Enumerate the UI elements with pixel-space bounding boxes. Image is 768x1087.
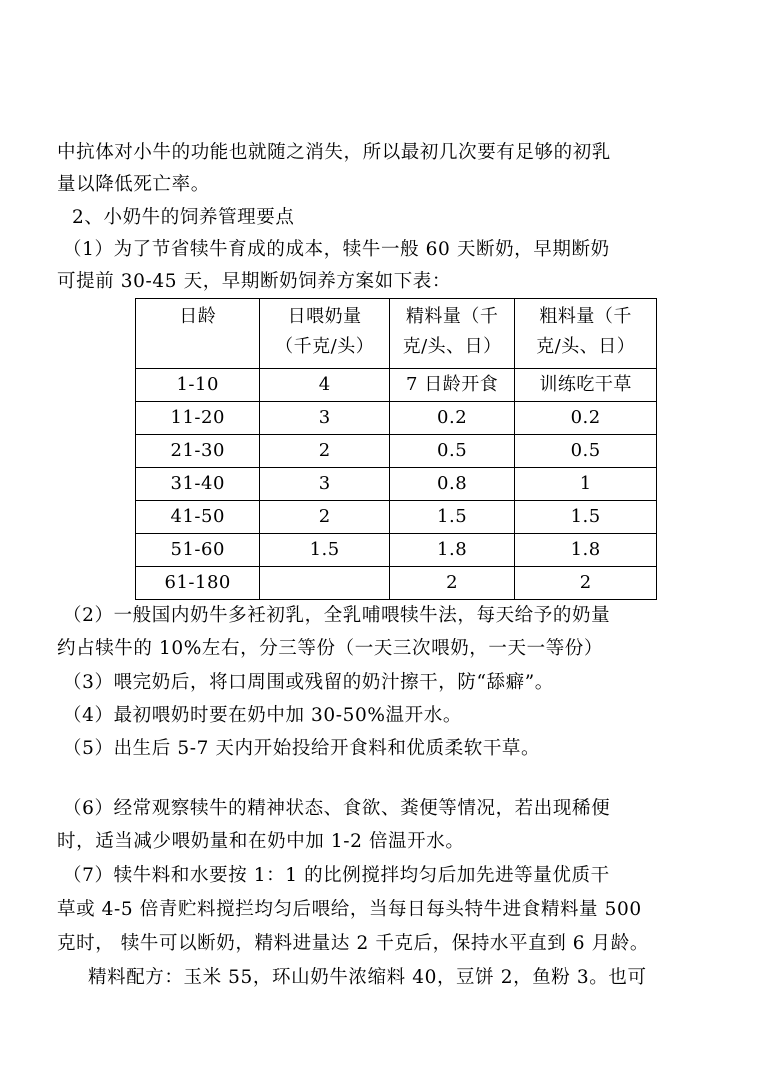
paragraph-line: （2）一般国内奶牛多衽初乳，全乳哺喂犊牛法，每天给予的奶量 <box>63 605 611 626</box>
paragraph-line: 中抗体对小牛的功能也就随之消失，所以最初几次要有足够的初乳 <box>57 142 611 163</box>
table-cell: 3 <box>260 402 389 435</box>
table-cell: 训练吃干草 <box>515 369 657 402</box>
table-header-cell <box>260 299 389 369</box>
table-cell: 21-30 <box>136 435 260 468</box>
table-cell: 1.5 <box>260 534 389 567</box>
table-cell: 1.5 <box>515 501 657 534</box>
table-cell: 2 <box>260 501 389 534</box>
paragraph-line: （3）喂完奶后，将口周围或残留的奶汁擦干，防“舔癖”。 <box>63 672 554 693</box>
paragraph-line: 草或 4-5 倍青贮料搅拦均匀后喂给，当每日每头特牛进食精料量 500 <box>57 899 642 920</box>
table-header-cell <box>136 299 260 369</box>
table-cell: 41-50 <box>136 501 260 534</box>
table-header-row <box>136 299 657 369</box>
table-cell: 4 <box>260 369 389 402</box>
table-cell: 31-40 <box>136 468 260 501</box>
table-cell: 2 <box>515 567 657 600</box>
table-row <box>136 468 657 501</box>
section-heading: 2、小奶牛的饲养管理要点 <box>72 207 295 228</box>
paragraph-line: 量以降低死亡率。 <box>57 174 210 195</box>
table-row <box>136 402 657 435</box>
table-cell: 1.8 <box>515 534 657 567</box>
table-cell <box>260 567 389 600</box>
header-line: 粗料量（千 <box>539 306 632 327</box>
paragraph-line: 约占犊牛的 10%左右，分三等份（一天三次喂奶，一天一等份） <box>57 638 604 659</box>
table-cell: 0.5 <box>389 435 514 468</box>
header-line: 日龄 <box>179 306 217 327</box>
table-cell: 51-60 <box>136 534 260 567</box>
table-row <box>136 501 657 534</box>
table-cell: 61-180 <box>136 567 260 600</box>
paragraph-line: （1）为了节省犊牛育成的成本，犊牛一般 60 天断奶，早期断奶 <box>63 239 610 260</box>
paragraph-line: （7）犊牛料和水要按 1：1 的比例搅拌均匀后加先进等量优质干 <box>63 865 610 886</box>
paragraph-line: 可提前 30-45 天，早期断奶饲养方案如下表： <box>57 271 451 292</box>
table-row <box>136 369 657 402</box>
paragraph-line: 时，适当减少喂奶量和在奶中加 1-2 倍温开水。 <box>57 831 465 852</box>
paragraph-line: 克时， 犊牛可以断奶，精料进量达 2 千克后，保持水平直到 6 月龄。 <box>57 933 649 954</box>
header-line: 日喂奶量 <box>287 306 362 327</box>
table-cell: 2 <box>260 435 389 468</box>
table-cell: 2 <box>389 567 514 600</box>
table-row <box>136 534 657 567</box>
table-cell: 0.2 <box>389 402 514 435</box>
table-cell: 3 <box>260 468 389 501</box>
paragraph-line: （5）出生后 5-7 天内开始投给开食料和优质柔软干草。 <box>63 738 541 759</box>
paragraph-line: 精料配方：玉米 55，环山奶牛浓缩料 40，豆饼 2，鱼粉 3。也可 <box>88 967 647 988</box>
table-cell: 1.5 <box>389 501 514 534</box>
table-header-cell <box>515 299 657 369</box>
header-line: （千克/头） <box>275 336 375 357</box>
table-row <box>136 435 657 468</box>
table-cell: 0.5 <box>515 435 657 468</box>
table-cell: 7 日龄开食 <box>389 369 514 402</box>
table-row <box>136 567 657 600</box>
table-header-cell <box>389 299 514 369</box>
table-cell: 1 <box>515 468 657 501</box>
table-cell: 0.2 <box>515 402 657 435</box>
paragraph-line: （4）最初喂奶时要在奶中加 30-50%温开水。 <box>63 705 462 726</box>
header-line: 克/头、日） <box>536 336 636 357</box>
feeding-schedule-table <box>135 298 657 600</box>
table-cell: 11-20 <box>136 402 260 435</box>
header-line: 精料量（千 <box>405 306 499 327</box>
table-cell: 0.8 <box>389 468 514 501</box>
table-cell: 1-10 <box>136 369 260 402</box>
header-line: 克/头、日） <box>402 336 502 357</box>
table-cell: 1.8 <box>389 534 514 567</box>
paragraph-line: （6）经常观察犊牛的精神状态、食欲、粪便等情况，若出现稀便 <box>63 798 611 819</box>
